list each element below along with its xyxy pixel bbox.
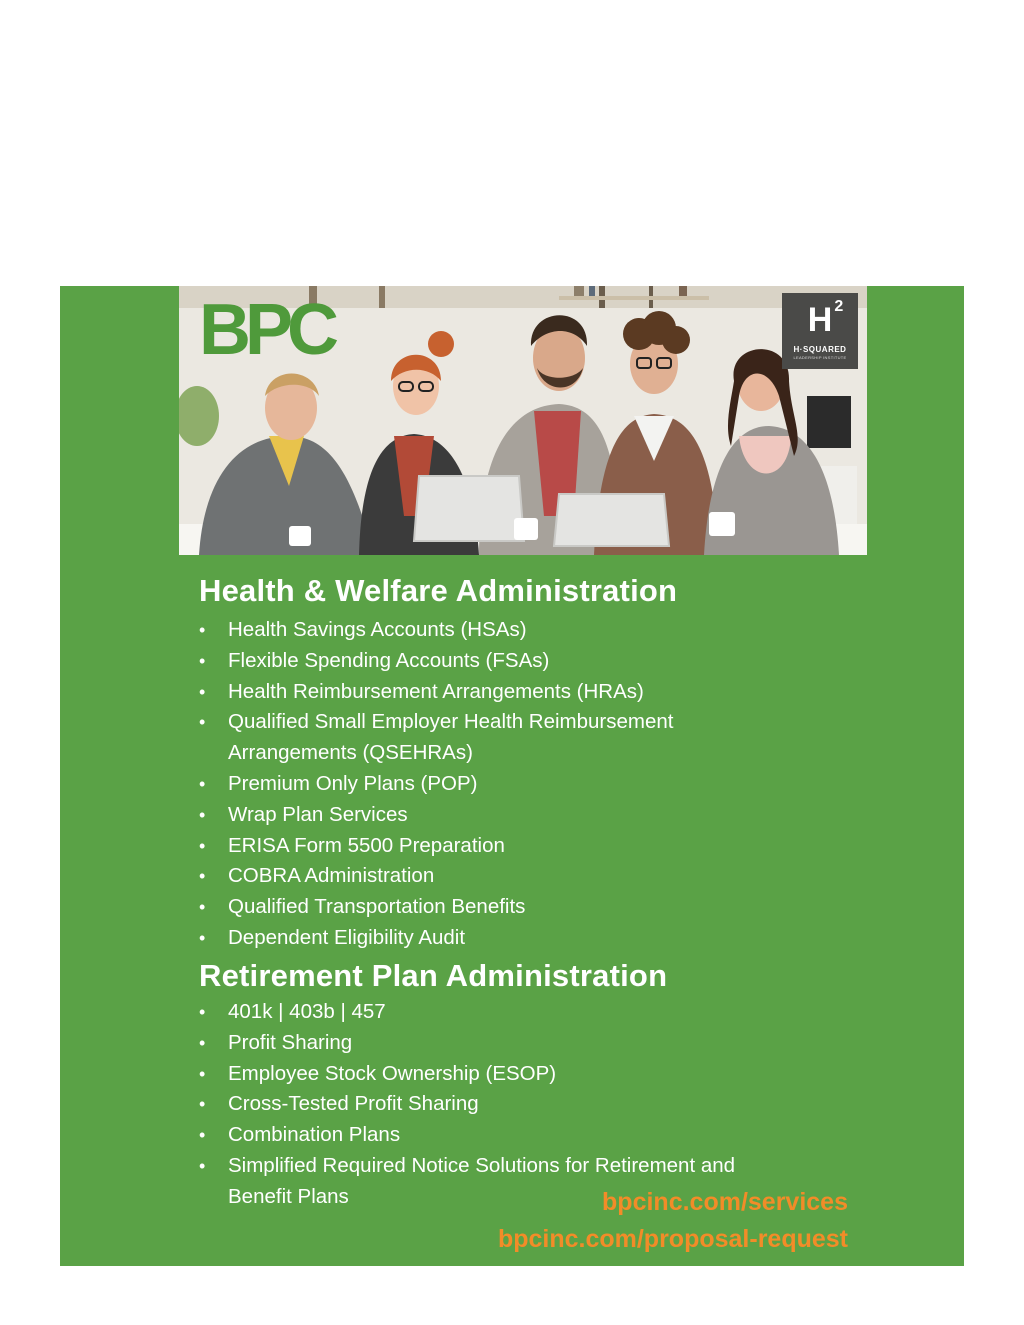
h2-name: H·SQUARED bbox=[793, 345, 847, 354]
list-item: • Combination Plans bbox=[199, 1120, 799, 1151]
list-item: • Flexible Spending Accounts (FSAs) bbox=[199, 646, 799, 677]
list-item: • Qualified Small Employer Health Reimbursement Arrangements (QSEHRAs) bbox=[199, 707, 718, 769]
list-item: • Health Savings Accounts (HSAs) bbox=[199, 615, 799, 646]
proposal-request-link[interactable]: bpcinc.com/proposal-request bbox=[497, 1225, 848, 1253]
list-item: • ERISA Form 5500 Preparation bbox=[199, 831, 799, 862]
h2-subtitle: LEADERSHIP INSTITUTE bbox=[793, 355, 847, 360]
team-photo bbox=[179, 286, 867, 555]
retirement-list bbox=[199, 997, 799, 1213]
h2-letter: H bbox=[807, 301, 833, 339]
list-item: • Health Reimbursement Arrangements (HRAs) bbox=[199, 677, 799, 708]
h2-mark bbox=[807, 298, 844, 339]
bpc-logo: BPC bbox=[199, 290, 334, 370]
list-item: • Cross-Tested Profit Sharing bbox=[199, 1089, 799, 1120]
list-item: • Simplified Required Notice Solutions for Retirement and Benefit Plans bbox=[199, 1151, 788, 1213]
list-item: • Employee Stock Ownership (ESOP) bbox=[199, 1059, 799, 1090]
list-item: • Profit Sharing bbox=[199, 1028, 799, 1059]
flyer bbox=[60, 286, 964, 1266]
health-welfare-title: Health & Welfare Administration bbox=[199, 573, 678, 608]
h-squared-logo bbox=[782, 293, 858, 369]
list-item: • Qualified Transportation Benefits bbox=[199, 892, 799, 923]
list-item: • Wrap Plan Services bbox=[199, 800, 799, 831]
health-welfare-list bbox=[199, 615, 799, 954]
list-item: • COBRA Administration bbox=[199, 861, 799, 892]
services-link[interactable]: bpcinc.com/services bbox=[602, 1188, 848, 1216]
list-item: • 401k | 403b | 457 bbox=[199, 997, 799, 1028]
list-item: • Dependent Eligibility Audit bbox=[199, 923, 799, 954]
retirement-title: Retirement Plan Administration bbox=[199, 958, 668, 993]
list-item: • Premium Only Plans (POP) bbox=[199, 769, 799, 800]
h2-superscript: 2 bbox=[834, 298, 844, 315]
